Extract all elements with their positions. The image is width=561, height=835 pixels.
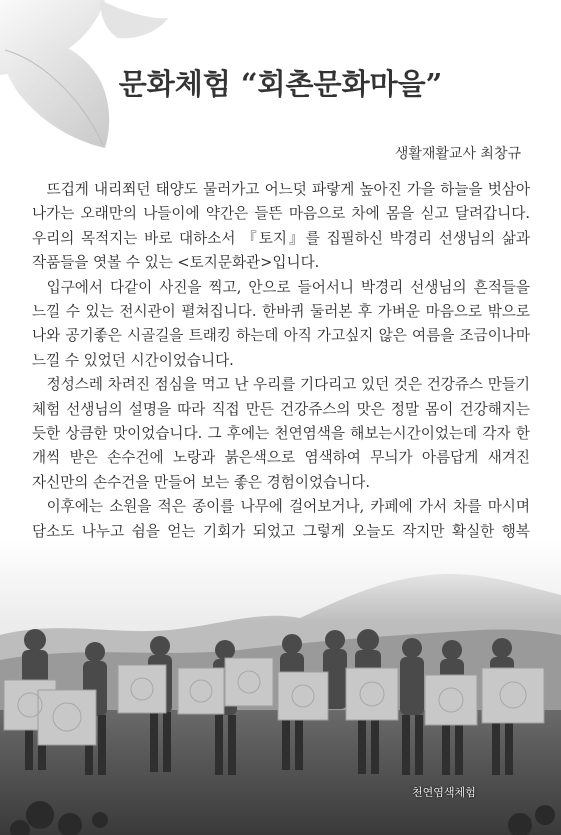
paragraph: 뜨겁게 내리쬐던 태양도 물러가고 어느덧 파랗게 높아진 가을 하늘을 벗삼아 나가는 오래만의 나들이에 약간은 들뜬 마음으로 차에 몸을 싣고 달려갑니다. 우리의 목적지는 바로 대하소서 『토지』를 집필하신 박경리 선생님의 삶과 작품들을 엿볼 수 있는 <토지문화관>입니다.	[32, 181, 530, 272]
group-photo	[0, 540, 561, 835]
article-body	[32, 178, 530, 593]
paragraph: 정성스레 차려진 점심을 먹고 난 우리를 기다리고 있던 것은 건강쥬스 만들기 체험 선생님의 설명을 따라 직접 만든 건강쥬스의 맛은 정말 몸이 건강해지는 듯한 상큼한 맛이었습니다. 그 후에는 천연염색을 해보는시간이었는데 각자 한 개씩 받은 손수건에 노랑과 붉은색으로 염색하여 무늬가 아름답게 새겨진 자신만의 손수건을 만들어 보는 좋은 경험이었습니다.	[32, 376, 531, 491]
photo-caption: 천연염색체험	[412, 786, 476, 799]
paragraph: 입구에서 다같이 사진을 찍고, 안으로 들어서니 박경리 선생님의 흔적들을 느낄 수 있는 전시관이 펼쳐집니다. 한바퀴 둘러본 후 가벼운 마음으로 밖으로 나와 공기좋은 시골길을 트래킹 하는데 아직 가고싶지 않은 여름을 조금이나마 느낄 수 있었던 시간이었습니다.	[32, 278, 530, 369]
article-author: 생활재활교사 최창규	[394, 146, 521, 162]
article-title: 문화체험 “회촌문화마을”	[118, 67, 443, 101]
paragraph: 이후에는 소원을 적은 종이를 나무에 걸어보거나, 카페에 가서 차를 마시며 담소도 나누고 쉼을 얻는 기회가 되었고 그렇게 오늘도 작지만 확실한 행복	[32, 498, 530, 540]
